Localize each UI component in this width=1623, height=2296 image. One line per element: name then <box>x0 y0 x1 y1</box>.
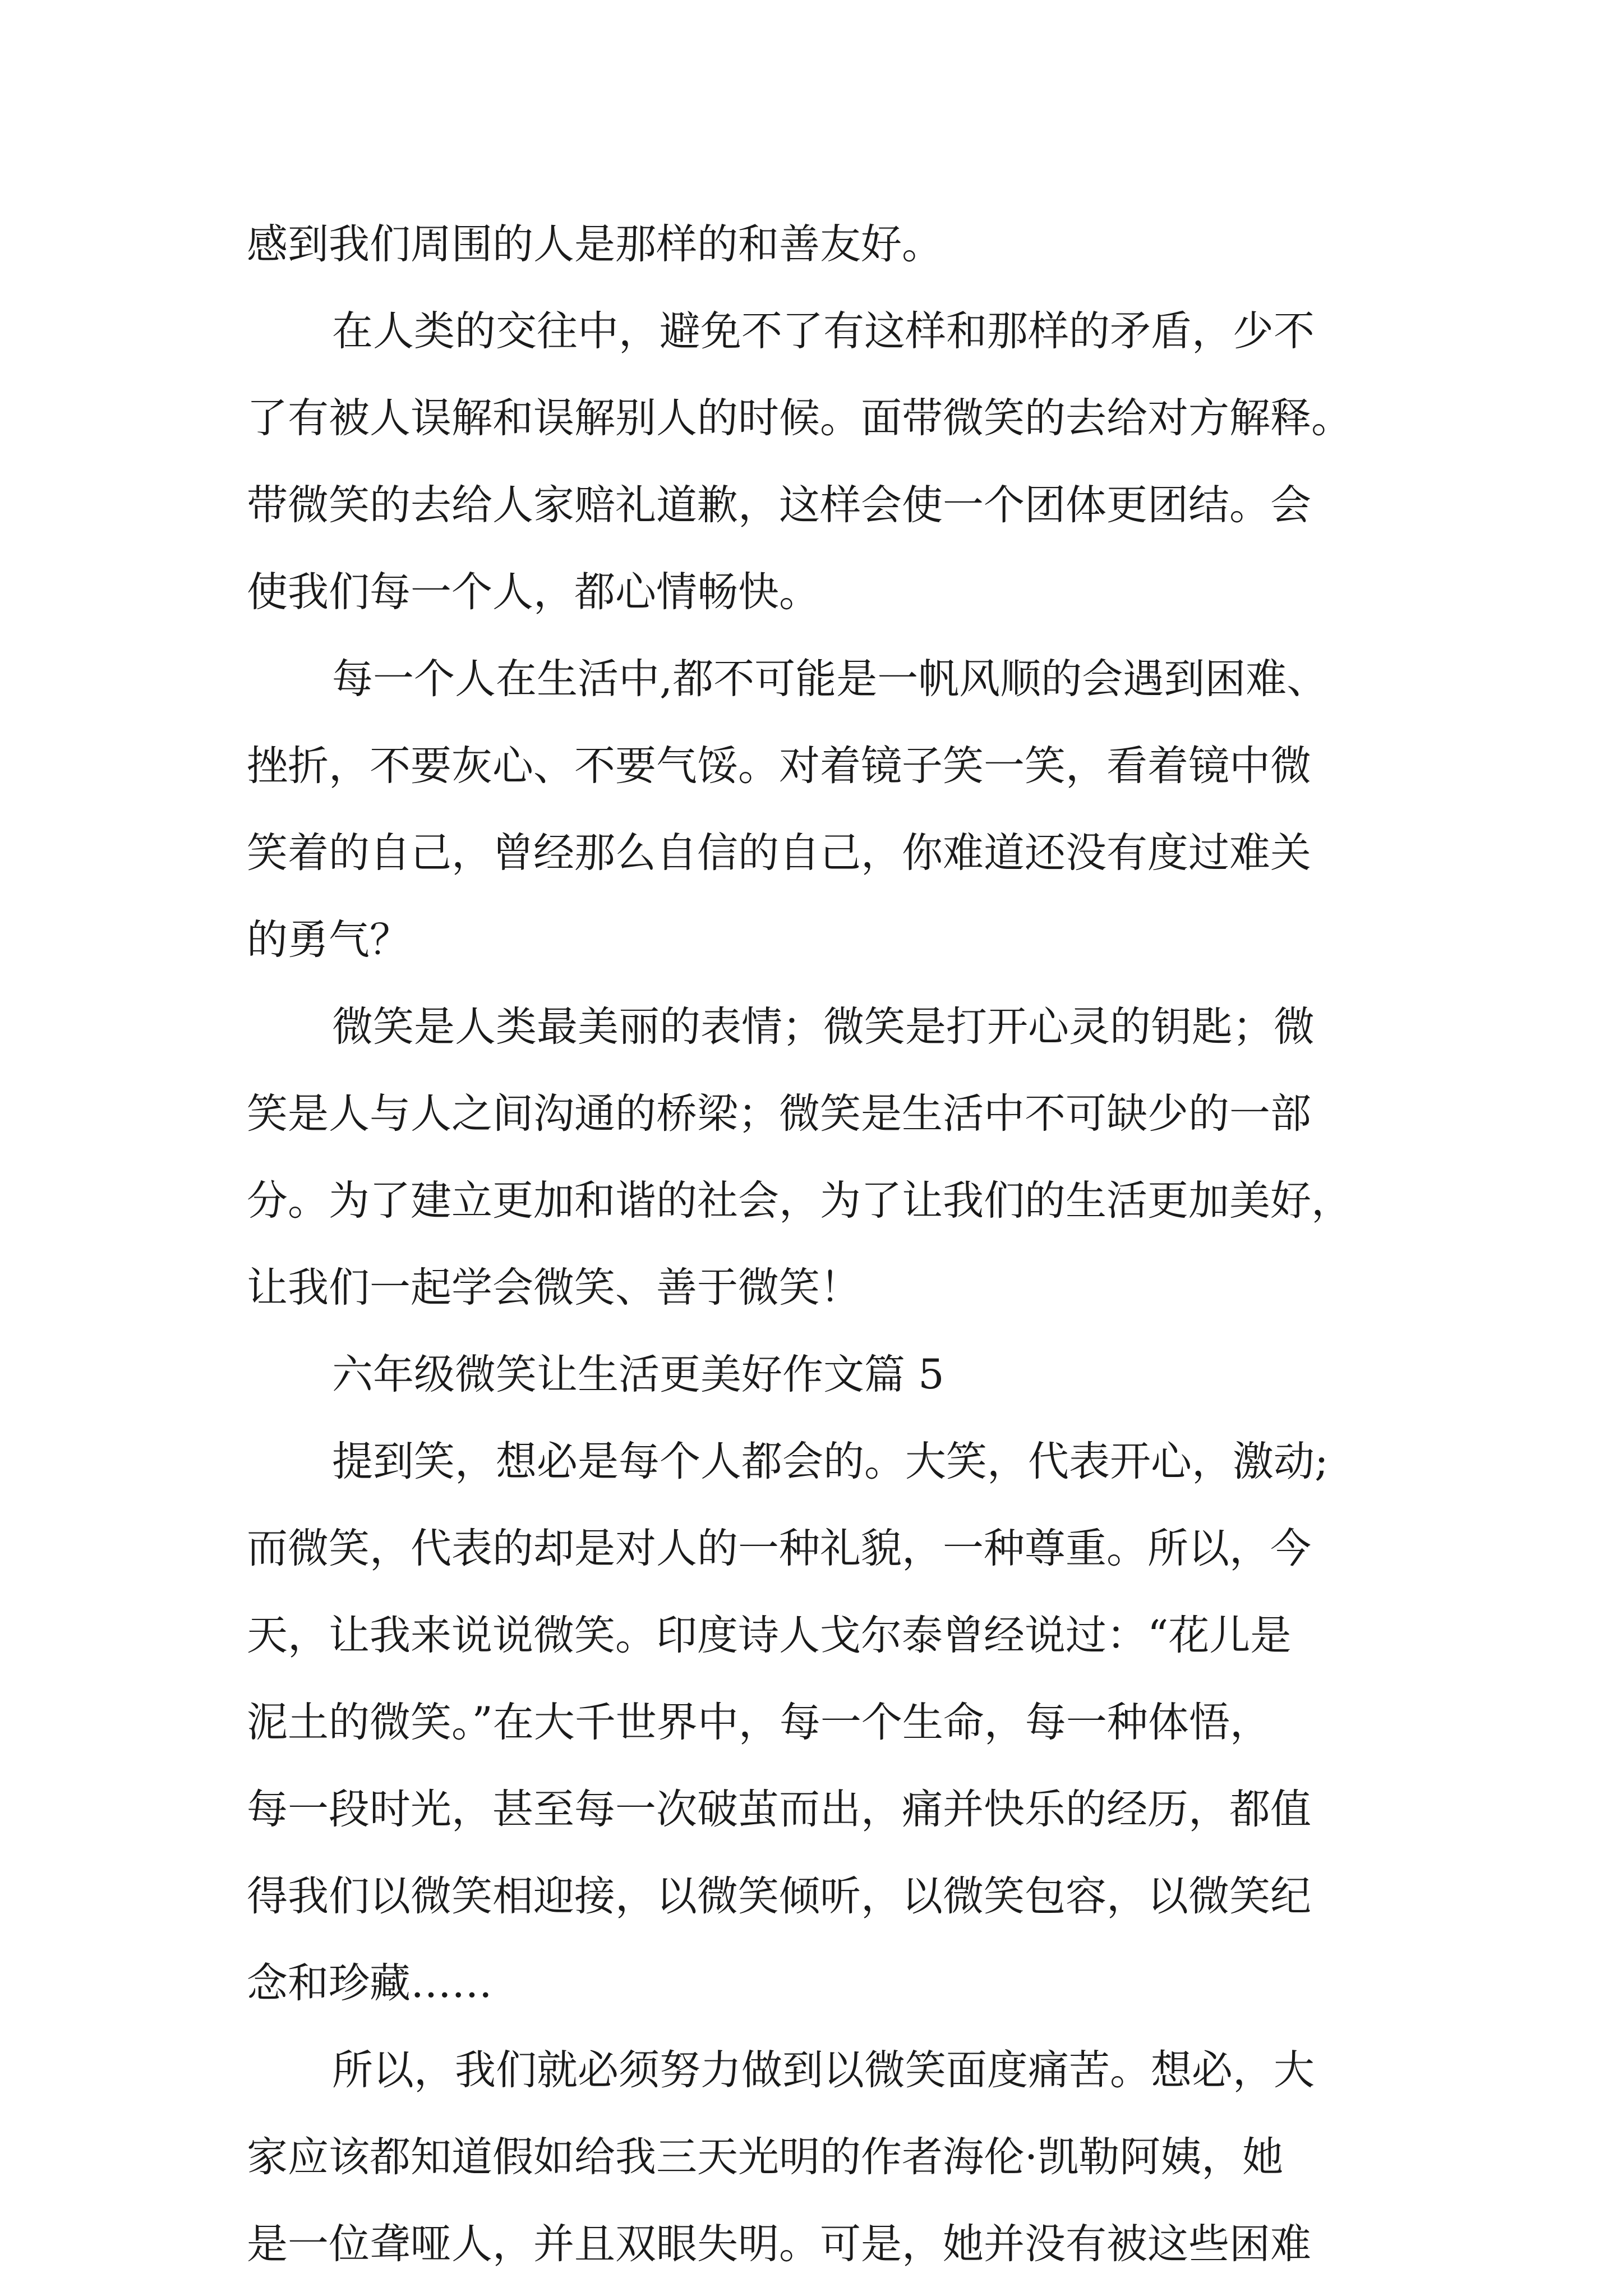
text-line: 每一个人在生活中,都不可能是一帆风顺的会遇到困难、 <box>332 655 1328 703</box>
paragraph-1 <box>247 201 1402 288</box>
paragraph-2 <box>247 288 1402 636</box>
text-line: 感到我们周围的人是那样的和善友好。 <box>247 220 943 268</box>
text-line: 的勇气？ <box>247 916 411 964</box>
text-line: 使我们每一个人，都心情畅快。 <box>247 568 820 616</box>
text-line: 是一位聋哑人，并且双眼失明。可是，她并没有被这些困难 <box>247 2220 1311 2268</box>
text-line: 让我们一起学会微笑、善于微笑！ <box>247 1264 861 1312</box>
text-line: 笑着的自己，曾经那么自信的自己，你难道还没有度过难关 <box>247 829 1311 877</box>
text-line: 挫折，不要灰心、不要气馁。对着镜子笑一笑，看着镜中微 <box>247 742 1311 790</box>
text-line: 提到笑，想必是每个人都会的。大笑，代表开心，激动; <box>332 1438 1329 1485</box>
heading-text: 六年级微笑让生活更美好作文篇 5 <box>332 1351 944 1398</box>
text-line: 天，让我来说说微笑。印度诗人戈尔泰曾经说过：“花儿是 <box>247 1612 1292 1659</box>
text-line: 家应该都知道假如给我三天光明的作者海伦·凯勒阿姨，她 <box>247 2133 1284 2181</box>
section-heading <box>247 1331 1402 1418</box>
text-line: 泥土的微笑。”在大千世界中，每一个生命，每一种体悟， <box>247 1699 1271 1746</box>
paragraph-3 <box>247 636 1402 983</box>
paragraph-5 <box>247 1418 1402 2027</box>
paragraph-6 <box>247 2027 1402 2288</box>
text-line: 了有被人误解和误解别人的时候。面带微笑的去给对方解释。 <box>247 394 1352 442</box>
text-line: 得我们以微笑相迎接，以微笑倾听，以微笑包容，以微笑纪 <box>247 1872 1311 1920</box>
text-line: 在人类的交往中，避免不了有这样和那样的矛盾，少不 <box>332 307 1315 355</box>
text-line: 而微笑，代表的却是对人的一种礼貌，一种尊重。所以，今 <box>247 1525 1311 1572</box>
text-line: 微笑是人类最美丽的表情；微笑是打开心灵的钥匙；微 <box>332 1003 1315 1051</box>
text-line: 带微笑的去给人家赔礼道歉，这样会使一个团体更团结。会 <box>247 481 1311 529</box>
text-line: 笑是人与人之间沟通的桥梁；微笑是生活中不可缺少的一部 <box>247 1090 1311 1138</box>
text-line: 所以，我们就必须努力做到以微笑面度痛苦。想必，大 <box>332 2046 1315 2094</box>
body-text <box>247 201 1402 2288</box>
text-line: 每一段时光，甚至每一次破茧而出，痛并快乐的经历，都值 <box>247 1786 1311 1833</box>
text-line: 分。为了建立更加和谐的社会，为了让我们的生活更加美好， <box>247 1177 1352 1225</box>
text-line: 念和珍藏…… <box>247 1959 492 2007</box>
paragraph-4 <box>247 983 1402 1331</box>
